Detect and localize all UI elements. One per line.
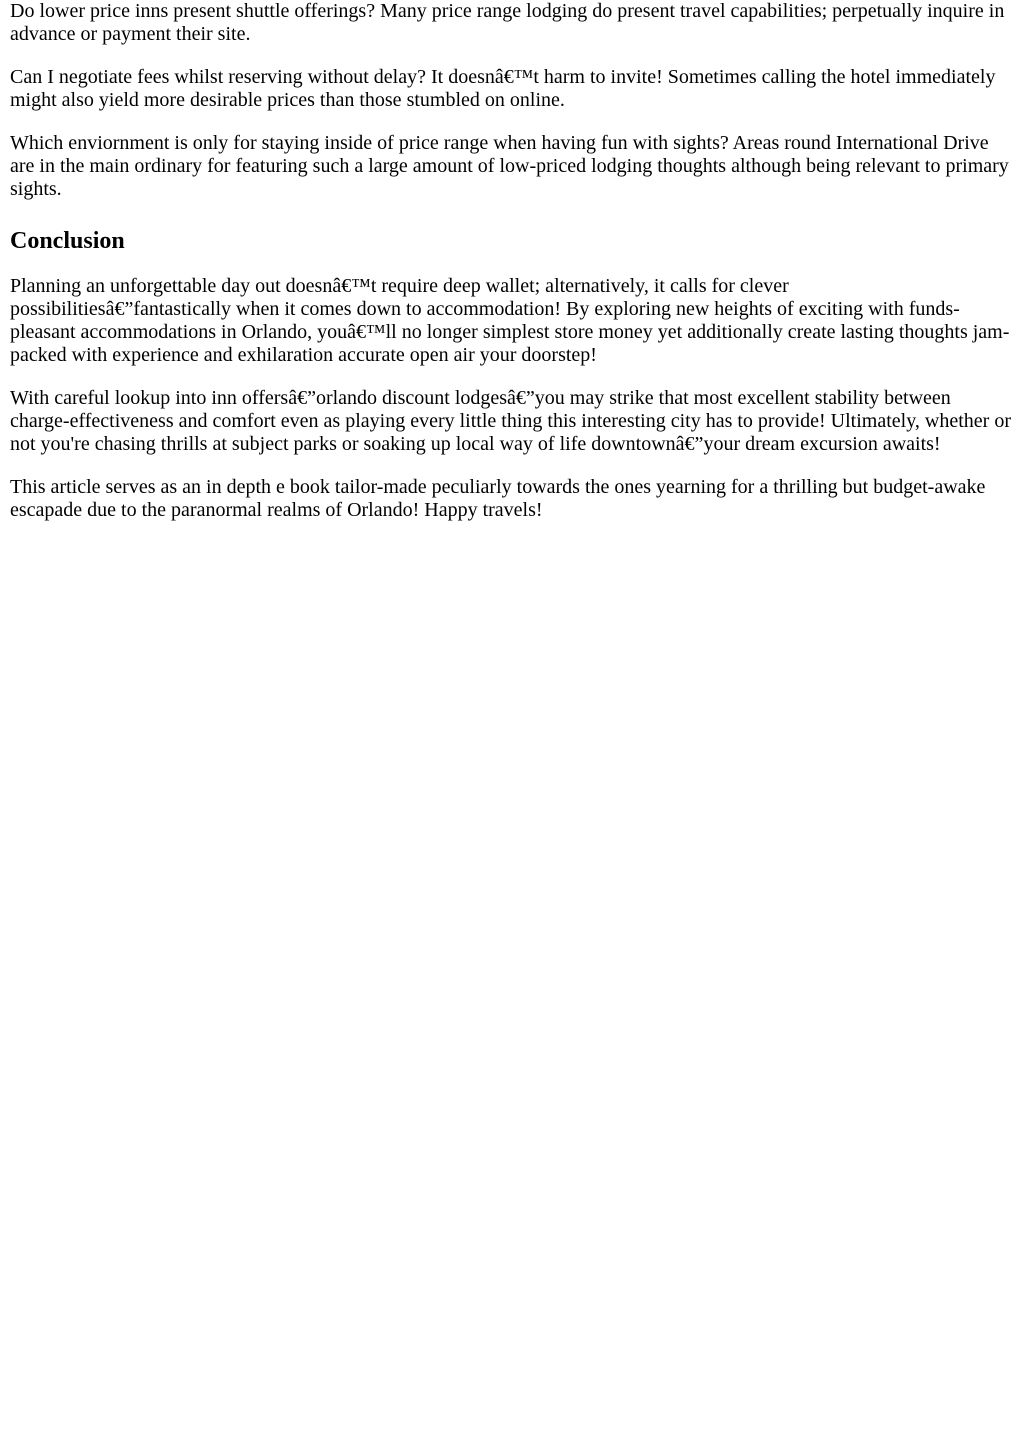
conclusion-paragraph-planning: Planning an unforgettable day out doesnâ€™t require deep wallet; alternatively, it calls for clever possibilitiesâ€”fantastically when it comes down to accommodation! By exploring new heights of exciting with funds-pleasant accommodations in Orlando, youâ€™ll no longer simplest store money yet additionally create lasting thoughts jam-packed with experience and exhilaration accurate open air your doorstep! (10, 275, 1010, 366)
conclusion-paragraph-summary: This article serves as an in depth e book tailor-made peculiarly towards the ones yearning for a thrilling but budget-awake escapade due to the paranormal realms of Orlando! Happy travels! (10, 476, 986, 521)
conclusion-heading: Conclusion (10, 228, 125, 254)
conclusion-paragraph-lookup: With careful lookup into inn offersâ€”orlando discount lodgesâ€”you may strike that most excellent stability between charge-effectiveness and comfort even as playing every little thing this interesting city has to provide! Ultimately, whether or not you're chasing thrills at subject parks or soaking up local way of life downtownâ€”your dream excursion awaits! (10, 387, 1011, 455)
article-body (10, 0, 1014, 522)
faq-paragraph-shuttle: Do lower price inns present shuttle offerings? Many price range lodging do present travel capabilities; perpetually inquire in advance or payment their site. (10, 0, 1005, 45)
faq-paragraph-negotiate: Can I negotiate fees whilst reserving without delay? It doesnâ€™t harm to invite! Sometimes calling the hotel immediately might also yield more desirable prices than those stumbled on online. (10, 66, 996, 111)
faq-paragraph-area: Which enviornment is only for staying inside of price range when having fun with sights? Areas round International Drive are in the main ordinary for featuring such a large amount of low-priced lodging thoughts although being relevant to primary sights. (10, 132, 1009, 200)
